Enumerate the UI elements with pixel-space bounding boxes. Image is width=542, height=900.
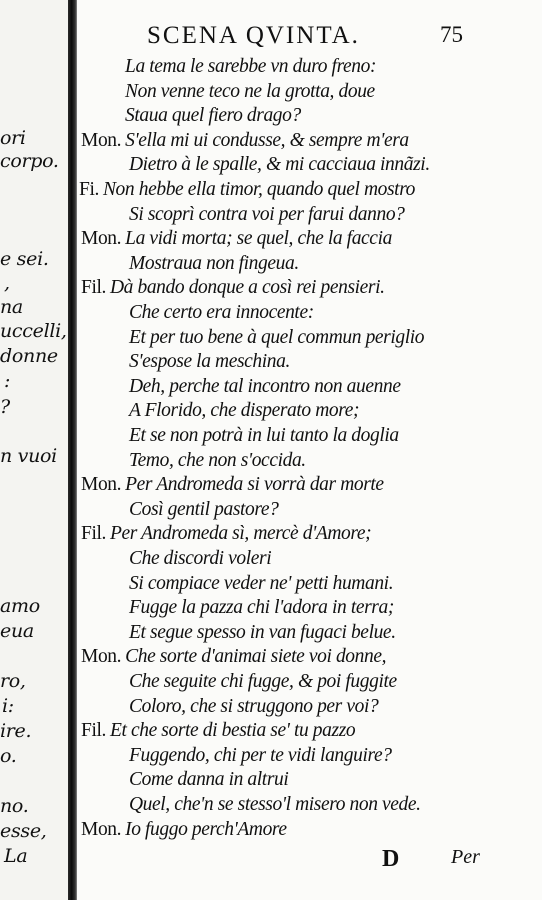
facing-page-fragment-text: corpo. [0,150,59,172]
line-text: Et per tuo bene à quel commun periglio [129,326,425,348]
dialogue-line [129,794,421,816]
line-text: A Florido, che disperato more; [129,400,360,422]
line-text: Temo, che non s'occida. [129,449,306,471]
dialogue-line [129,253,299,275]
dialogue-line [129,327,424,349]
line-text: Per Andromeda sì, mercè d'Amore; [109,523,372,545]
dialogue-line [81,646,386,668]
line-text: Fuggendo, chi per te vidi languire? [129,744,392,766]
facing-page-fragment-text: no. [0,795,29,817]
line-text: La vidi morta; se quel, che la faccia [125,228,392,250]
line-text: Fugge la pazza chi l'adora in terra; [129,597,394,619]
speaker-label: Fil. [81,523,106,545]
speaker-label: Fi. [79,179,99,200]
facing-page-fragment-text: na [0,296,23,318]
line-text: Coloro, che si struggono per voi? [129,695,379,717]
dialogue-line [79,179,415,201]
speaker-label: Mon. [81,646,122,668]
facing-page-fragment-text: o. [0,745,17,767]
speaker-label: Mon. [81,474,122,496]
line-text: Staua quel fiero drago? [125,105,301,127]
line-text: Non hebbe ella timor, quando quel mostro [102,179,416,200]
line-text: Et che sorte di bestia se' tu pazzo [109,720,356,742]
dialogue-line [129,769,288,791]
line-text: Per Andromeda si vorrà dar morte [125,474,384,496]
line-text: Che certo era innocente: [129,302,314,323]
dialogue-line [129,499,278,521]
line-text: S'ella mi ui condusse, & sempre m'era [125,129,409,151]
dialogue-line [81,130,409,152]
book-gutter [68,0,77,900]
line-text: Mostraua non fingeua. [129,252,299,274]
line-text: Io fuggo perch'Amore [125,818,287,840]
speaker-label: Mon. [81,818,122,840]
dialogue-line [129,671,397,693]
dialogue-line [129,696,378,718]
facing-page-fragment-text: ? [0,396,10,418]
facing-page-fragment-text: n vuoi [0,445,57,467]
facing-page-fragment-text: ro, [0,670,26,692]
speaker-label: Fil. [81,277,106,299]
dialogue-line [81,720,355,742]
line-text: Come danna in altrui [129,769,289,791]
dialogue-line [129,302,314,324]
facing-page-fragment-text: amo [0,595,40,617]
line-text: Che discordi voleri [129,548,272,569]
line-text: Dà bando donque a così rei pensieri. [109,277,385,299]
line-text: Deh, perche tal incontro non auenne [129,375,401,397]
line-text: Et segue spesso in van fugaci belue. [129,621,396,643]
line-text: Dietro à le spalle, & mi cacciaua innãzi. [129,154,430,176]
line-text: Che sorte d'animai siete voi donne, [125,646,387,668]
dialogue-line [129,400,359,422]
dialogue-line [129,548,271,570]
dialogue-line [129,597,394,619]
dialogue-line [129,204,405,226]
dialogue-line [81,228,392,250]
dialogue-line [129,450,306,472]
dialogue-line [81,819,287,841]
dialogue-line [125,81,375,103]
line-text: S'espose la meschina. [129,351,290,373]
facing-page-fragment-text: ire. [0,720,32,742]
line-text: Quel, che'n se stesso'l misero non vede. [129,794,421,815]
page-number: 75 [440,22,463,47]
line-text: Che seguite chi fugge, & poi fuggite [129,671,397,692]
dialogue-line [129,376,401,398]
speaker-label: Fil. [81,720,106,742]
line-text: Non venne teco ne la grotta, doue [125,80,375,102]
dialogue-line [129,573,393,595]
facing-page-fragment-text: e sei. [0,248,49,270]
dialogue-line [81,474,384,496]
speaker-label: Mon. [81,228,122,250]
dialogue-line [129,351,290,373]
line-text: Et se non potrà in lui tanto la doglia [129,425,399,446]
line-text: Si scoprì contra voi per farui danno? [129,203,405,225]
facing-page-fragment-text: : [4,370,11,392]
facing-page-fragment-text: , [4,272,10,294]
line-text: La tema le sarebbe vn duro freno: [125,56,377,77]
catchword: Per [451,846,480,868]
facing-page-fragment-text: eua [0,620,34,642]
dialogue-line [129,745,392,767]
facing-page-fragment [0,0,70,900]
signature-mark: D [382,846,400,872]
facing-page-fragment-text: esse, [0,820,47,842]
facing-page-fragment-text: ori [0,127,26,149]
line-text: Si compiace veder ne' petti humani. [129,572,394,594]
facing-page-fragment-text: La [4,845,28,867]
line-text: Così gentil pastore? [129,498,279,520]
book-page [77,0,542,900]
dialogue-line [125,56,376,78]
dialogue-line [129,154,430,176]
facing-page-fragment-text: donne [0,345,58,367]
dialogue-line [125,105,301,127]
dialogue-line [129,425,399,447]
speaker-label: Mon. [81,129,122,151]
dialogue-line [129,622,396,644]
dialogue-line [81,523,371,545]
page-header: SCENA QVINTA. [147,22,360,49]
facing-page-fragment-text: i: [2,695,14,717]
facing-page-fragment-text: uccelli, [0,320,67,342]
dialogue-line [81,277,385,299]
